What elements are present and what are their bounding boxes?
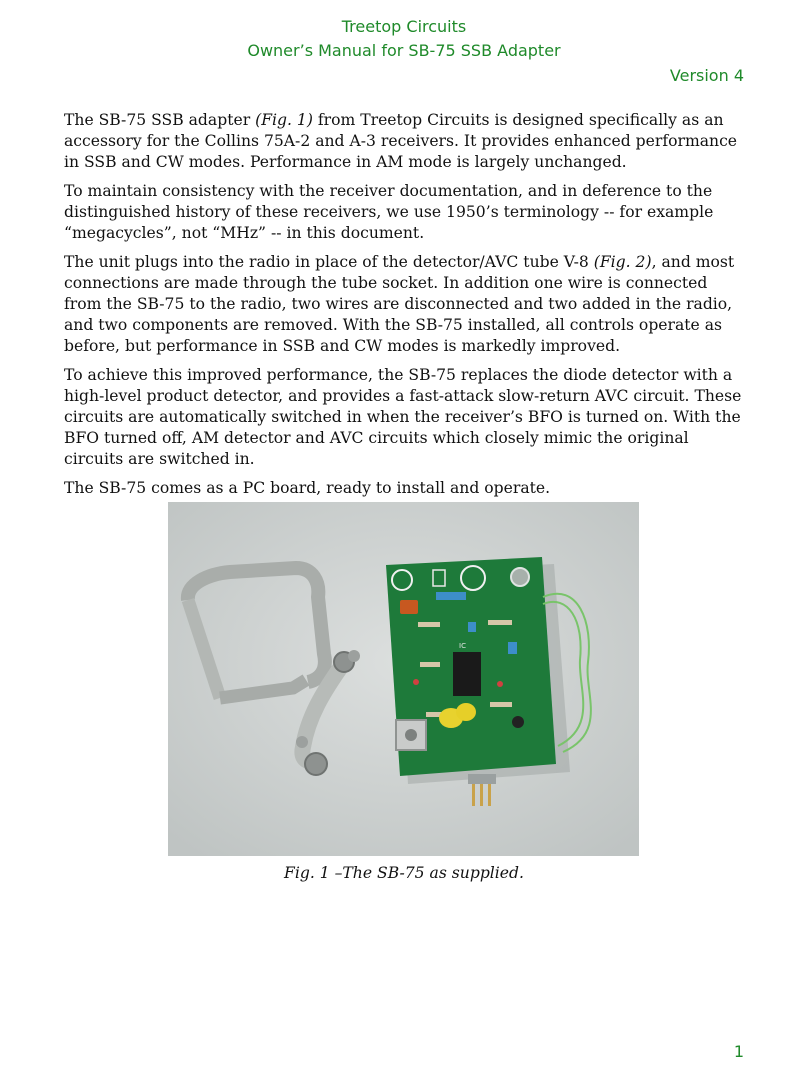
paragraph-intro-text-b: from Treetop Circuits is designed specifically as an accessory for the Collins 75A-2 and A-3 receivers. It provides enhanced performance in SSB and CW modes. Performance in AM mode is largely unchanged.: [64, 111, 738, 171]
sb75-photo-illustration: [168, 502, 639, 856]
paragraph-installation-text-a: The unit plugs into the radio in place of the detector/AVC tube V-8: [64, 253, 594, 271]
paragraph-performance: To achieve this improved performance, the SB-75 replaces the diode detector with a high-level product detector, and provides a fast-attack slow-return AVC circuit. These circuits are automatically switched in when the receiver’s BFO is turned on. With the BFO turned off, AM detector and AVC circuits which closely mimic the original circuits are switched in.: [64, 366, 742, 468]
body-text: [64, 110, 748, 507]
manual-version: Version 4: [669, 66, 744, 85]
paragraph-terminology: To maintain consistency with the receiver documentation, and in deference to the distinguished history of these receivers, we use 1950’s terminology -- for example “megacycles”, not “MHz” -- in this document.: [64, 182, 714, 242]
manual-company: Treetop Circuits: [341, 17, 467, 36]
paragraph-supplied: The SB-75 comes as a PC board, ready to install and operate.: [64, 479, 551, 497]
pcb-board: [386, 557, 556, 776]
manual-title: Owner’s Manual for SB-75 SSB Adapter: [247, 41, 561, 60]
paragraph-intro: [64, 110, 748, 173]
paragraph-intro-text-a: The SB-75 SSB adapter: [64, 111, 256, 129]
paragraph-installation: [64, 252, 748, 357]
paragraph-installation-text-b: , and most connections are made through the tube socket. In addition one wire is connected from the SB-75 to the radio, two wires are disconnected and two added in the radio, and two components are removed. With the SB-75 installed, all controls operate as before, but performance in SSB and CW modes is markedly improved.: [64, 253, 735, 355]
page-number: 1: [733, 1042, 744, 1061]
ic-chip: [453, 652, 481, 696]
ic-chip-label: IC: [459, 642, 466, 650]
figure-caption: Fig. 1 –The SB-75 as supplied.: [284, 864, 524, 882]
fig2-reference: (Fig. 2): [593, 253, 652, 271]
sb75-photo: [168, 502, 639, 856]
fig1-reference: (Fig. 1): [255, 111, 313, 129]
